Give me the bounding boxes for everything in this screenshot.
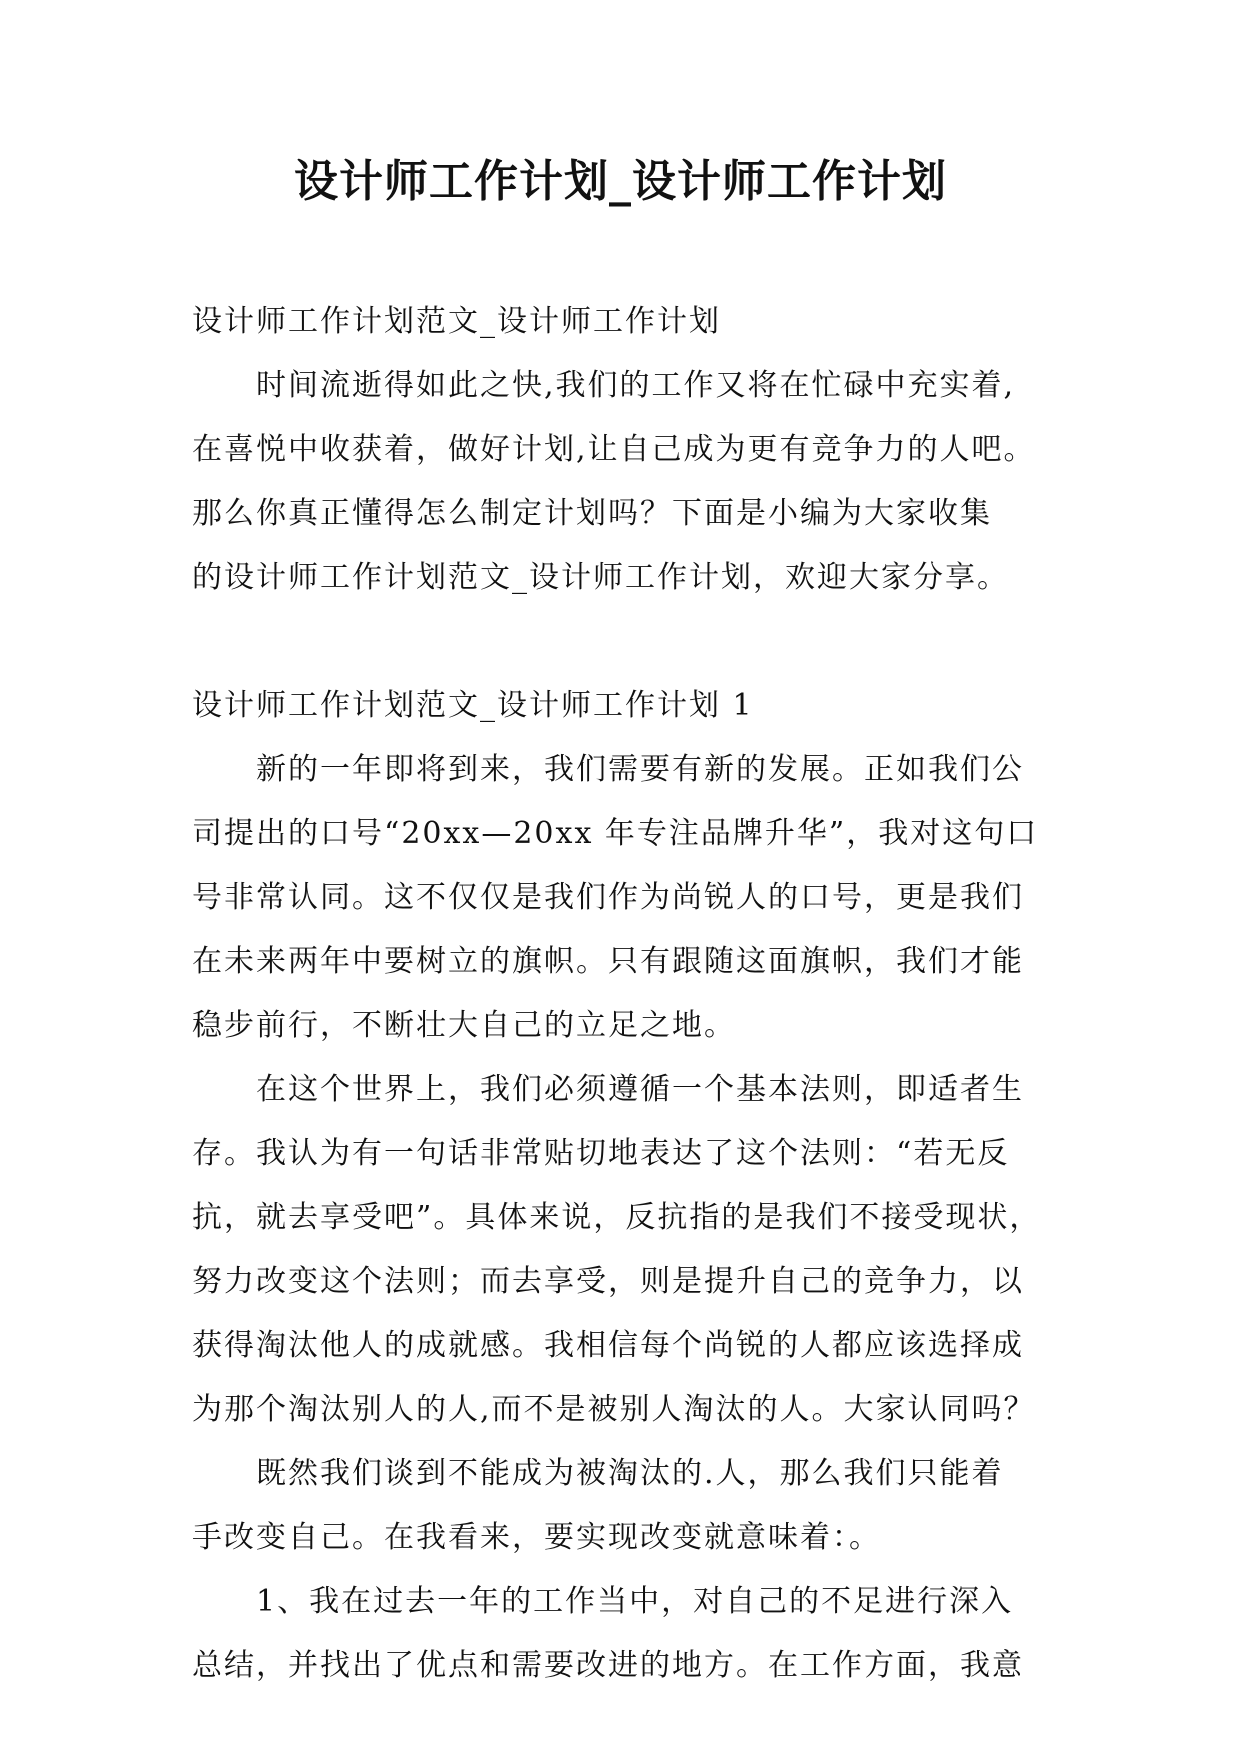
paragraph-line: 司提出的口号“20xx—20xx 年专注品牌升华”，我对这句口 — [192, 816, 1039, 851]
section-heading: 设计师工作计划范文_设计师工作计划 1 — [192, 688, 754, 723]
paragraph-line: 在这个世界上，我们必须遵循一个基本法则，即适者生 — [256, 1072, 1024, 1107]
paragraph-line: 稳步前行，不断壮大自己的立足之地。 — [192, 1008, 736, 1043]
paragraph-gap — [192, 610, 1062, 674]
paragraph-line: 号非常认同。这不仅仅是我们作为尚锐人的口号，更是我们 — [192, 880, 1024, 915]
section-heading: 设计师工作计划范文_设计师工作计划 — [192, 304, 721, 339]
paragraph-line: 为那个淘汰别人的人,而不是被别人淘汰的人。大家认同吗？ — [192, 1392, 1036, 1427]
paragraph-line: 存。我认为有一句话非常贴切地表达了这个法则：“若无反 — [192, 1136, 1010, 1171]
paragraph-line: 在喜悦中收获着，做好计划,让自己成为更有竞争力的人吧。 — [192, 432, 1036, 467]
paragraph-line: 手改变自己。在我看来，要实现改变就意味着：。 — [192, 1520, 881, 1555]
paragraph-line: 的设计师工作计划范文_设计师工作计划，欢迎大家分享。 — [192, 560, 1009, 595]
paragraph-line: 新的一年即将到来，我们需要有新的发展。正如我们公 — [256, 752, 1024, 787]
document-body — [192, 290, 1062, 1698]
paragraph-line: 抗，就去享受吧”。具体来说，反抗指的是我们不接受现状， — [192, 1200, 1042, 1235]
paragraph-line: 总结，并找出了优点和需要改进的地方。在工作方面，我意 — [192, 1648, 1024, 1683]
paragraph-line: 努力改变这个法则；而去享受，则是提升自己的竞争力，以 — [192, 1264, 1024, 1299]
document-title: 设计师工作计划_设计师工作计划 — [294, 156, 947, 207]
paragraph-line: 时间流逝得如此之快,我们的工作又将在忙碌中充实着, — [256, 368, 1016, 403]
paragraph-line: 在未来两年中要树立的旗帜。只有跟随这面旗帜，我们才能 — [192, 944, 1024, 979]
paragraph-line: 获得淘汰他人的成就感。我相信每个尚锐的人都应该选择成 — [192, 1328, 1024, 1363]
paragraph-line: 那么你真正懂得怎么制定计划吗？下面是小编为大家收集 — [192, 496, 992, 531]
paragraph-line: 既然我们谈到不能成为被淘汰的.人，那么我们只能着 — [256, 1456, 1004, 1491]
paragraph-line: 1、我在过去一年的工作当中，对自己的不足进行深入 — [256, 1584, 1014, 1619]
